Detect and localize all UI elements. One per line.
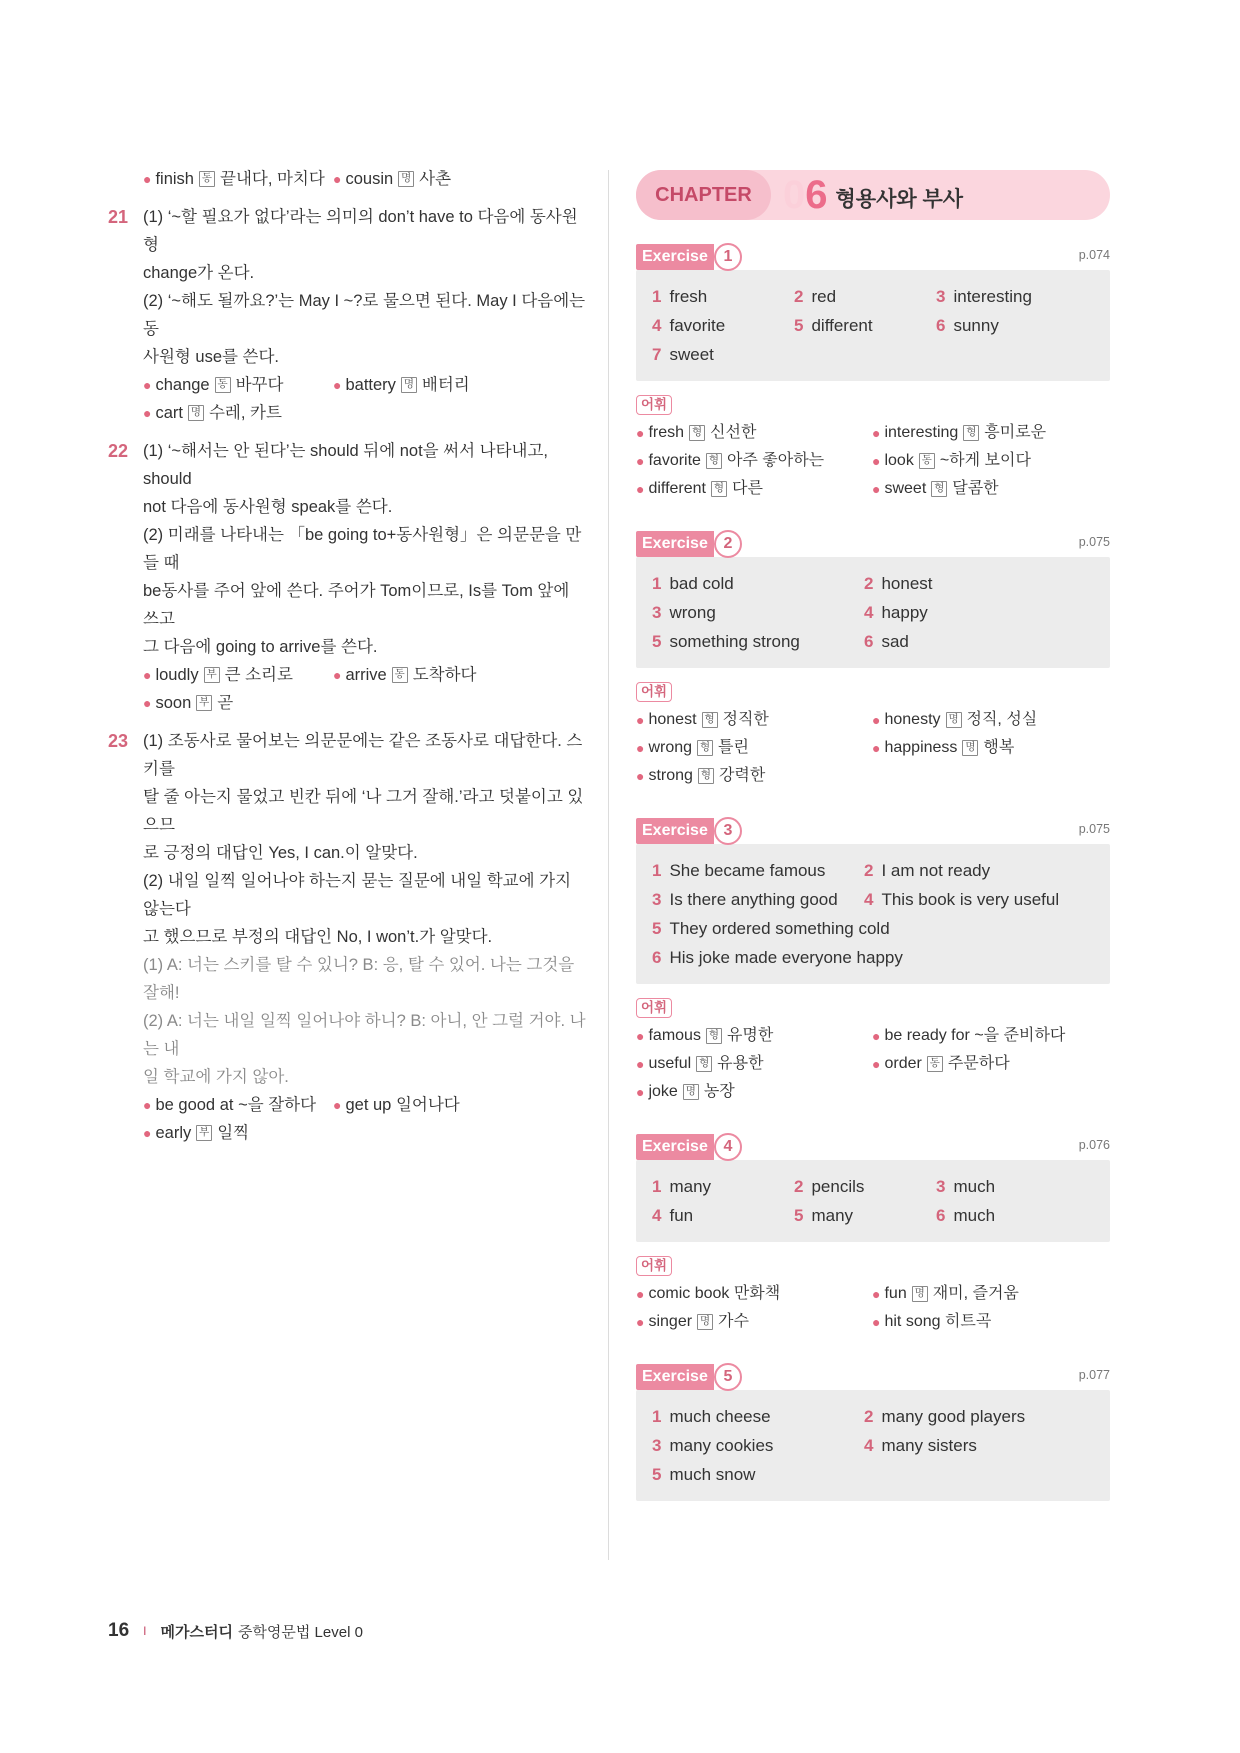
page-reference: p.075 [1078,535,1110,549]
vocab-item: ● finish 동 끝내다, 마치다 [143,170,325,188]
explanation-line: 로 긍정의 대답인 Yes, I can.이 알맞다. [143,844,418,862]
answer-item: 5 different [794,316,873,335]
explanation-line: 고 했으므로 부정의 대답인 No, I won’t.가 알맞다. [143,928,493,946]
page-footer [108,1620,363,1642]
explanation-line: 그 다음에 going to arrive를 쓴다. [143,638,378,656]
answer-item: 1 bad cold [652,574,734,593]
question-22 [108,437,586,717]
translation-line: (1) A: 너는 스키를 탈 수 있니? B: 응, 탈 수 있어. 나는 그것을 잘해! [143,956,575,1002]
vocab-item: ● fun 명 재미, 즐거움 [872,1285,1019,1302]
explanation-line: (1) ‘~해서는 안 된다’는 should 뒤에 not을 써서 나타내고, should [143,442,548,488]
answer-item: 4 many sisters [864,1436,977,1455]
answer-item: 1 much cheese [652,1407,771,1426]
vocab-item: ● cousin 명 사촌 [333,170,452,188]
answer-item: 4 fun [652,1206,694,1225]
exercise-2 [636,531,1110,790]
explanation-line: change가 온다. [143,264,255,282]
exercise-1 [636,244,1110,503]
translation-line: (2) A: 너는 내일 일찍 일어나야 하니? B: 아니, 안 그럴 거야. 나는 내 [143,1012,586,1058]
exercise-label: Exercise [636,1364,714,1390]
vocab-item: ● useful 형 유용한 [636,1055,764,1072]
vocab-item: ● comic book 만화책 [636,1285,781,1302]
vocab-item: ● wrong 형 틀린 [636,739,749,756]
brand-name: 메가스터디 [160,1623,233,1641]
left-column [108,165,586,1147]
exercise-label: Exercise [636,1134,714,1160]
vocab-label: 어휘 [636,998,672,1018]
answer-item: 4 favorite [652,316,726,335]
explanation-line: (2) 내일 일찍 일어나야 하는지 묻는 질문에 내일 학교에 가지 않는다 [143,872,572,918]
chapter-label: CHAPTER [636,170,771,220]
vocab-row [108,689,586,717]
exercise-number: 1 [714,243,742,271]
answer-item: 5 much snow [652,1465,756,1484]
explanation-line: (2) 미래를 나타내는 「be going to+동사원형」은 의문문을 만들 때 [143,526,582,572]
vocab-row [108,1091,586,1119]
explanation-line: (2) ‘~해도 될까요?’는 May I ~?로 물으면 된다. May I 다음에는 동 [143,292,586,338]
answer-item: 4 happy [864,603,928,622]
vocab-item: ● different 형 다른 [636,480,763,497]
vocab-section [636,1252,1110,1336]
explanation-line: (1) 조동사로 물어보는 의문문에는 같은 조동사로 대답한다. 스키를 [143,732,583,778]
footer-separator: I [143,1624,147,1638]
top-vocab [108,165,586,193]
vocab-section [636,678,1110,790]
answer-item: 1 many [652,1177,712,1196]
explanation-line: not 다음에 동사원형 speak를 쓴다. [143,498,393,516]
exercise-label: Exercise [636,244,714,270]
chapter-number: 06 [783,173,828,217]
question-number: 22 [108,441,129,461]
vocab-row [108,399,586,427]
vocab-item: ● fresh 형 신선한 [636,424,757,441]
question-number: 23 [108,731,129,751]
vocab-row [108,371,586,399]
answer-box [636,557,1110,668]
answer-item: 2 honest [864,574,933,593]
vocab-item: ● famous 형 유명한 [636,1027,774,1044]
answer-item: 5 They ordered something cold [652,919,890,938]
page-reference: p.075 [1078,822,1110,836]
vocab-item: ● happiness 명 행복 [872,739,1015,756]
explanation-line: (1) ‘~할 필요가 없다’라는 의미의 don’t have to 다음에 동사원형 [143,208,578,254]
vocab-item: ● sweet 형 달콤한 [872,480,999,497]
answer-item: 3 much [936,1177,996,1196]
answer-item: 6 sad [864,632,909,651]
vocab-item: ● early 부 일찍 [143,1124,250,1142]
answer-item: 2 red [794,287,837,306]
answer-item: 5 many [794,1206,854,1225]
exercise-label: Exercise [636,531,714,557]
vocab-item: ● get up 일어나다 [333,1096,460,1114]
answer-item: 1 She became famous [652,861,826,880]
book-title: 중학영문법 Level 0 [237,1623,363,1641]
exercise-number: 5 [714,1363,742,1391]
answer-item: 3 wrong [652,603,716,622]
vocab-item: ● joke 명 농장 [636,1083,735,1100]
vocab-item: ● cart 명 수레, 카트 [143,404,282,422]
vocab-item: ● favorite 형 아주 좋아하는 [636,452,825,469]
vocab-item: ● honesty 명 정직, 성실 [872,711,1038,728]
vocab-label: 어휘 [636,1256,672,1276]
vocab-item: ● singer 명 가수 [636,1313,749,1330]
exercise-number: 2 [714,530,742,558]
answer-item: 4 This book is very useful [864,890,1060,909]
vocab-item: ● interesting 형 흥미로운 [872,424,1047,441]
answer-item: 6 sunny [936,316,999,335]
vocab-item: ● honest 형 정직한 [636,711,769,728]
page-reference: p.074 [1078,248,1110,262]
vocab-item: ● arrive 동 도착하다 [333,666,477,684]
vocab-item: ● hit song 히트곡 [872,1313,992,1330]
question-21 [108,203,586,427]
right-column [636,170,1110,1501]
answer-item: 2 I am not ready [864,861,991,880]
explanation-line: be동사를 주어 앞에 쓴다. 주어가 Tom이므로, Is를 Tom 앞에 쓰고 [143,582,570,628]
answer-item: 3 interesting [936,287,1032,306]
exercise-number: 4 [714,1133,742,1161]
answer-item: 1 fresh [652,287,708,306]
translation-line: 일 학교에 가지 않아. [143,1068,289,1086]
answer-item: 3 Is there anything good [652,890,838,909]
page-number: 16 [108,1620,130,1641]
answer-item: 2 pencils [794,1177,865,1196]
answer-item: 6 much [936,1206,996,1225]
vocab-item: ● soon 부 곧 [143,694,234,712]
vocab-item: ● loudly 부 큰 소리로 [143,666,293,684]
question-number: 21 [108,207,129,227]
exercise-label: Exercise [636,818,714,844]
answer-item: 3 many cookies [652,1436,774,1455]
column-divider [608,170,609,1560]
vocab-section [636,391,1110,503]
answer-item: 5 something strong [652,632,800,651]
answer-box [636,844,1110,984]
answer-item: 7 sweet [652,345,714,364]
vocab-item: ● look 동 ~하게 보이다 [872,452,1031,469]
exercise-number: 3 [714,817,742,845]
question-23 [108,727,586,1147]
exercise-4 [636,1134,1110,1336]
exercise-3 [636,818,1110,1106]
vocab-item: ● change 동 바꾸다 [143,376,284,394]
vocab-label: 어휘 [636,395,672,415]
explanation-line: 사원형 use를 쓴다. [143,348,279,366]
answer-item: 6 His joke made everyone happy [652,948,903,967]
exercise-5 [636,1364,1110,1501]
vocab-item: ● order 동 주문하다 [872,1055,1010,1072]
vocab-item: ● strong 형 강력한 [636,767,766,784]
answer-box [636,1160,1110,1242]
chapter-title: 형용사와 부사 [835,188,964,211]
answer-box [636,1390,1110,1501]
chapter-banner [636,170,1110,220]
vocab-row [108,1119,586,1147]
vocab-item: ● battery 명 배터리 [333,376,470,394]
vocab-section [636,994,1110,1106]
vocab-label: 어휘 [636,682,672,702]
page-reference: p.077 [1078,1368,1110,1382]
vocab-item: ● be good at ~을 잘하다 [143,1096,317,1114]
answer-box [636,270,1110,381]
explanation-line: 탈 줄 아는지 물었고 빈칸 뒤에 ‘나 그거 잘해.’라고 덧붙이고 있으므 [143,788,584,834]
answer-item: 2 many good players [864,1407,1026,1426]
vocab-row [108,661,586,689]
page-reference: p.076 [1078,1138,1110,1152]
vocab-item: ● be ready for ~을 준비하다 [872,1027,1066,1044]
